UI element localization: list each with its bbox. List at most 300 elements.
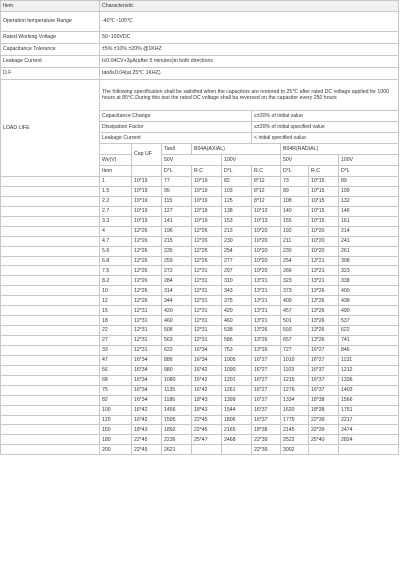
table-cell: 73 (281, 177, 309, 187)
table-cell: 727 (281, 345, 309, 355)
table-cell: 501 (281, 316, 309, 326)
criteria-value: ≤±20% of initial specified value (252, 122, 399, 133)
table-cell: 1201 (222, 375, 252, 385)
table-cell: 18*43 (132, 425, 162, 435)
table-cell: 16*27 (252, 375, 281, 385)
table-cell: 10*13 (252, 206, 281, 216)
capacitance-cell: 7.5 (100, 266, 132, 276)
load-life-label: LOAD LIFE (1, 80, 100, 177)
table-cell: 1399 (222, 395, 252, 405)
table-cell: 266 (281, 266, 309, 276)
table-cell (222, 445, 252, 455)
table-cell: 254 (281, 256, 309, 266)
table-cell: 10*15 (309, 186, 339, 196)
table-cell: 22*39 (309, 415, 339, 425)
table-cell: 2217 (339, 415, 399, 425)
table-cell: 13*21 (252, 296, 281, 306)
capacitance-cell: 10 (100, 286, 132, 296)
table-cell: 12*31 (132, 306, 162, 316)
table-cell: 1261 (222, 385, 252, 395)
table-cell: 16*34 (132, 375, 162, 385)
table-cell: 10*20 (252, 256, 281, 266)
spec-value: ±5% ±10% ±20% @1KHZ (100, 44, 399, 56)
capacitance-cell: 22 (100, 326, 132, 336)
table-row (1, 216, 399, 226)
table-cell: 1456 (162, 405, 192, 415)
table-row (1, 345, 399, 355)
table-cell: 886 (162, 355, 192, 365)
table-cell (192, 445, 222, 455)
blank-cell (1, 306, 100, 316)
table-cell: 13*21 (252, 276, 281, 286)
table-cell: 16*27 (309, 345, 339, 355)
table-cell: 12*31 (132, 345, 162, 355)
table-row (1, 355, 399, 365)
table-cell: 420 (162, 306, 192, 316)
table-cell: 1892 (162, 425, 192, 435)
blank-cell (1, 206, 100, 216)
capacitance-cell: 2.7 (100, 206, 132, 216)
spec-value: -40℃~105℃ (100, 12, 399, 32)
table-cell: 1103 (281, 365, 309, 375)
table-cell: 13*26 (309, 336, 339, 346)
table-cell: 12*26 (192, 256, 222, 266)
rc-header: R.C (309, 166, 339, 177)
blank-cell (1, 266, 100, 276)
dl-header: D*L (162, 166, 192, 177)
table-cell: 16*27 (252, 355, 281, 365)
capacitance-cell: 6.8 (100, 256, 132, 266)
table-cell: 22*45 (192, 415, 222, 425)
table-cell: 16*27 (252, 365, 281, 375)
blank-cell (1, 177, 100, 187)
table-cell: 10*20 (309, 246, 339, 256)
table-cell: 10*19 (132, 177, 162, 187)
table-cell: 3002 (281, 445, 309, 455)
table-cell: 77 (162, 177, 192, 187)
table-cell: 95 (162, 186, 192, 196)
spec-row (1, 32, 399, 44)
table-cell: 277 (222, 256, 252, 266)
table-cell: 16*27 (252, 395, 281, 405)
table-cell: 146 (339, 206, 399, 216)
table-cell: 420 (222, 306, 252, 316)
capacitance-cell: 1 (100, 177, 132, 187)
table-cell: 16*27 (309, 355, 339, 365)
table-cell: 115 (162, 196, 192, 206)
criteria-value: < initial specified value (252, 133, 399, 144)
spec-row (1, 68, 399, 80)
table-cell: 12*26 (192, 236, 222, 246)
capacitance-cell: 200 (100, 445, 132, 455)
table-row (1, 316, 399, 326)
table-cell: 10*19 (192, 216, 222, 226)
blank-cell (1, 405, 100, 415)
spec-value: tanδ≤0.04(at 25℃ 1KHZ) (100, 68, 399, 80)
table-cell: 10*20 (252, 236, 281, 246)
table-cell: 13*26 (252, 326, 281, 336)
table-cell: 12*31 (192, 286, 222, 296)
table-row (1, 336, 399, 346)
capacitance-cell: 4.7 (100, 236, 132, 246)
capacitance-cell: 75 (100, 385, 132, 395)
table-cell: 211 (281, 236, 309, 246)
load-life-description: The following specification shall be satisfied when the capacitors are restored to 25℃ after rated DC voltage applied for 1000 hours at 85℃.During this test the rated DC voltage shall ba reversed on the capacitor every 250 hours (100, 80, 399, 111)
table-cell: 2165 (222, 425, 252, 435)
table-row (1, 425, 399, 435)
table-cell: 25*47 (192, 435, 222, 445)
table-cell: 16*42 (192, 365, 222, 375)
table-cell: 22*39 (252, 445, 281, 455)
table-cell: 235 (162, 246, 192, 256)
table-cell: 13*21 (252, 316, 281, 326)
table-cell: 323 (339, 266, 399, 276)
table-cell: 82 (222, 177, 252, 187)
blank-cell (1, 216, 100, 226)
table-cell: 2236 (162, 435, 192, 445)
table-row (1, 246, 399, 256)
table-cell: 297 (222, 266, 252, 276)
table-cell: 12*31 (132, 336, 162, 346)
table-cell: 89 (339, 177, 399, 187)
capacitance-cell: 68 (100, 375, 132, 385)
table-cell: 1212 (339, 365, 399, 375)
table-cell: 593 (281, 326, 309, 336)
table-row (1, 206, 399, 216)
table-cell: 375 (222, 296, 252, 306)
table-cell: 323 (281, 276, 309, 286)
table-row (1, 415, 399, 425)
capacitance-cell: 5.6 (100, 246, 132, 256)
blank-cell (1, 385, 100, 395)
table-cell: 261 (339, 246, 399, 256)
table-cell: 12*31 (192, 336, 222, 346)
blank-cell (1, 276, 100, 286)
table-cell: 13*21 (252, 286, 281, 296)
table-cell: 563 (162, 336, 192, 346)
table-cell: 89 (281, 186, 309, 196)
table-cell (309, 445, 339, 455)
criteria-name: Capacitance Change (100, 111, 252, 122)
radial-100v-header: 100V (339, 155, 399, 166)
table-cell: 373 (281, 286, 309, 296)
table-cell: 192 (281, 226, 309, 236)
table-row (1, 365, 399, 375)
table-row (1, 256, 399, 266)
table-cell: 16*34 (132, 385, 162, 395)
dl-header: D*L (281, 166, 309, 177)
capacitance-cell: 150 (100, 425, 132, 435)
capacitance-cell: 1.5 (100, 186, 132, 196)
table-cell: 1334 (281, 395, 309, 405)
table-cell: 2145 (281, 425, 309, 435)
capacitance-cell: 3.3 (100, 216, 132, 226)
table-cell: 196 (162, 226, 192, 236)
table-cell: 12*26 (132, 236, 162, 246)
table-cell: 16*42 (192, 385, 222, 395)
table-cell: 1775 (281, 415, 309, 425)
dl-header: D*L (222, 166, 252, 177)
table-row (1, 186, 399, 196)
table-cell: 12*26 (192, 246, 222, 256)
table-cell: 16*42 (132, 405, 162, 415)
blank-cell (1, 236, 100, 246)
table-cell: 25*40 (309, 435, 339, 445)
cap-uf-header: Cap UF (132, 144, 162, 166)
spec-item: D.F (1, 68, 100, 80)
table-cell: 13*26 (252, 345, 281, 355)
table-row (1, 445, 399, 455)
blank-cell (1, 435, 100, 445)
table-cell: 753 (222, 345, 252, 355)
spec-item: Rated Working Voltage (1, 32, 100, 44)
table-row (1, 236, 399, 246)
table-cell: 18*38 (252, 425, 281, 435)
capacitance-cell: 27 (100, 336, 132, 346)
spec-value: 50~100VDC (100, 32, 399, 44)
table-cell: 10*13 (252, 216, 281, 226)
capacitance-cell: 2.2 (100, 196, 132, 206)
table-cell: 12*31 (192, 276, 222, 286)
table-cell: 241 (339, 236, 399, 246)
table-cell: 438 (339, 296, 399, 306)
table-cell: 16*42 (192, 375, 222, 385)
table-cell: 10*20 (252, 246, 281, 256)
capacitance-cell: 47 (100, 355, 132, 365)
table-cell: 12*26 (132, 266, 162, 276)
blank-cell (1, 256, 100, 266)
table-cell: 1135 (162, 385, 192, 395)
capacitance-cell: 4 (100, 226, 132, 236)
table-cell: 8*12 (252, 196, 281, 206)
rc-header: R.C (252, 166, 281, 177)
criteria-value: ≤±20% of initial value (252, 111, 399, 122)
table-cell: 13*26 (309, 306, 339, 316)
blank-cell (1, 186, 100, 196)
table-cell: 10*19 (192, 206, 222, 216)
blank-cell (1, 425, 100, 435)
capacitance-cell: 12 (100, 296, 132, 306)
table-cell: 1010 (281, 355, 309, 365)
table-cell: 314 (162, 286, 192, 296)
table-cell: 12*31 (192, 316, 222, 326)
table-cell: 254 (222, 246, 252, 256)
table-cell: 490 (339, 306, 399, 316)
table-row (1, 226, 399, 236)
capacitance-cell: 180 (100, 435, 132, 445)
capacitance-cell: 18 (100, 316, 132, 326)
blank-cell (1, 355, 100, 365)
table-cell: 2824 (339, 435, 399, 445)
table-cell: 1080 (162, 375, 192, 385)
table-cell: 16*34 (132, 365, 162, 375)
table-cell: 16*37 (309, 365, 339, 375)
table-cell: 13*21 (309, 276, 339, 286)
table-cell: 16*34 (192, 355, 222, 365)
table-cell: 259 (162, 256, 192, 266)
capacitance-cell: 82 (100, 395, 132, 405)
table-cell: 1544 (222, 405, 252, 415)
table-cell: 12*26 (132, 276, 162, 286)
table-cell: 12*31 (192, 326, 222, 336)
table-cell: 16*34 (192, 345, 222, 355)
table-cell: 13*26 (309, 326, 339, 336)
table-cell: 18*38 (309, 395, 339, 405)
blank-cell (1, 375, 100, 385)
table-cell: 12*26 (132, 226, 162, 236)
table-cell: 22*39 (309, 425, 339, 435)
radial-header: B04R(RADIAL) (281, 144, 399, 155)
table-cell: 1806 (222, 415, 252, 425)
table-cell: 12*31 (132, 326, 162, 336)
table-cell: 10*20 (252, 226, 281, 236)
blank-cell (1, 345, 100, 355)
table-cell: 980 (162, 365, 192, 375)
table-cell: 18*43 (192, 405, 222, 415)
table-cell: 2468 (222, 435, 252, 445)
blank-cell (1, 415, 100, 425)
table-row (1, 196, 399, 206)
table-cell: 13*21 (309, 256, 339, 266)
blank-cell (100, 144, 132, 155)
blank-cell (1, 196, 100, 206)
table-cell: 161 (339, 216, 399, 226)
table-cell: 8*12 (252, 177, 281, 187)
capacitance-cell: 33 (100, 345, 132, 355)
wv-header: Wv(V) (100, 155, 132, 166)
table-row (1, 405, 399, 415)
table-cell: 2522 (281, 435, 309, 445)
table-cell: 13*21 (309, 266, 339, 276)
table-cell: 141 (162, 216, 192, 226)
spec-value: I≤0.04CV+3μA(after 5 minutes)in both directions (100, 56, 399, 68)
table-cell: 1620 (281, 405, 309, 415)
table-cell: 622 (162, 345, 192, 355)
table-cell: 1186 (162, 395, 192, 405)
table-cell: 1090 (222, 365, 252, 375)
table-cell: 846 (339, 345, 399, 355)
blank-cell (1, 445, 100, 455)
table-cell: 537 (339, 316, 399, 326)
item-subheader: Item (100, 166, 132, 177)
tan-delta-header: Tanδ (162, 144, 192, 155)
table-cell: 22*45 (192, 425, 222, 435)
axial-100v-header: 100V (222, 155, 281, 166)
capacitance-cell: 8.2 (100, 276, 132, 286)
table-cell: 16*37 (309, 375, 339, 385)
table-row (1, 326, 399, 336)
capacitance-cell: 15 (100, 306, 132, 316)
table-cell: 10*15 (309, 216, 339, 226)
table-cell: 1005 (222, 355, 252, 365)
table-cell: 12*26 (132, 286, 162, 296)
table-row (1, 177, 399, 187)
table-cell: 12*26 (132, 246, 162, 256)
table-cell: 132 (339, 196, 399, 206)
table-cell: 16*37 (309, 385, 339, 395)
table-cell: 10*20 (309, 236, 339, 246)
table-cell: 10*20 (252, 266, 281, 276)
spec-item: Capacitance Tolerance (1, 44, 100, 56)
table-cell: 13*26 (309, 316, 339, 326)
table-cell: 18*38 (309, 405, 339, 415)
table-cell: 538 (222, 326, 252, 336)
table-cell: 12*26 (132, 256, 162, 266)
table-row (1, 266, 399, 276)
table-cell: 657 (281, 336, 309, 346)
capacitance-cell: 120 (100, 415, 132, 425)
table-cell: 8*12 (252, 186, 281, 196)
table-cell: 1215 (281, 375, 309, 385)
table-cell: 344 (162, 296, 192, 306)
table-cell: 284 (162, 276, 192, 286)
table-cell: 214 (339, 226, 399, 236)
table-cell: 272 (162, 266, 192, 276)
table-cell: 13*26 (309, 296, 339, 306)
table-cell: 10*15 (309, 206, 339, 216)
table-cell: 622 (339, 326, 399, 336)
blank-cell (1, 316, 100, 326)
table-cell: 125 (222, 196, 252, 206)
table-cell (339, 445, 399, 455)
table-cell: 215 (162, 236, 192, 246)
table-cell: 18*43 (192, 395, 222, 405)
spec-item: Operation temperature Range (1, 12, 100, 32)
table-cell: 1751 (339, 405, 399, 415)
table-cell: 12*31 (192, 296, 222, 306)
table-cell: 16*42 (132, 415, 162, 425)
table-cell: 460 (222, 316, 252, 326)
header-row (1, 1, 399, 12)
table-cell: 127 (162, 206, 192, 216)
axial-header: B04A(AXIAL) (192, 144, 281, 155)
load-life-description-row (1, 80, 399, 111)
criteria-name: Leakage Current (100, 133, 252, 144)
characteristic-header: Characteristic (100, 1, 399, 12)
table-cell: 22*39 (252, 435, 281, 445)
table-cell: 230 (222, 236, 252, 246)
table-cell: 12*26 (192, 226, 222, 236)
table-cell: 741 (339, 336, 399, 346)
blank-cell (1, 286, 100, 296)
spec-row (1, 44, 399, 56)
blank-cell (1, 246, 100, 256)
table-row (1, 286, 399, 296)
table-cell: 10*19 (192, 186, 222, 196)
table-cell: 12*31 (132, 316, 162, 326)
table-cell: 457 (281, 306, 309, 316)
table-cell: 16*34 (132, 355, 162, 365)
table-cell: 2474 (339, 425, 399, 435)
table-cell: 1131 (339, 355, 399, 365)
table-cell: 338 (339, 276, 399, 286)
table-cell: 10*19 (192, 196, 222, 206)
table-cell: 12*26 (132, 296, 162, 306)
table-cell: 22*45 (132, 435, 162, 445)
capacitance-cell: 56 (100, 365, 132, 375)
table-cell: 12*31 (192, 266, 222, 276)
table-row (1, 395, 399, 405)
table-cell: 13*26 (309, 286, 339, 296)
table-row (1, 375, 399, 385)
table-cell: 108 (281, 196, 309, 206)
table-cell: 140 (281, 206, 309, 216)
blank-cell (1, 395, 100, 405)
table-cell: 12*31 (192, 306, 222, 316)
table-cell: 16*34 (132, 395, 162, 405)
capacitance-cell: 100 (100, 405, 132, 415)
blank-cell (1, 326, 100, 336)
